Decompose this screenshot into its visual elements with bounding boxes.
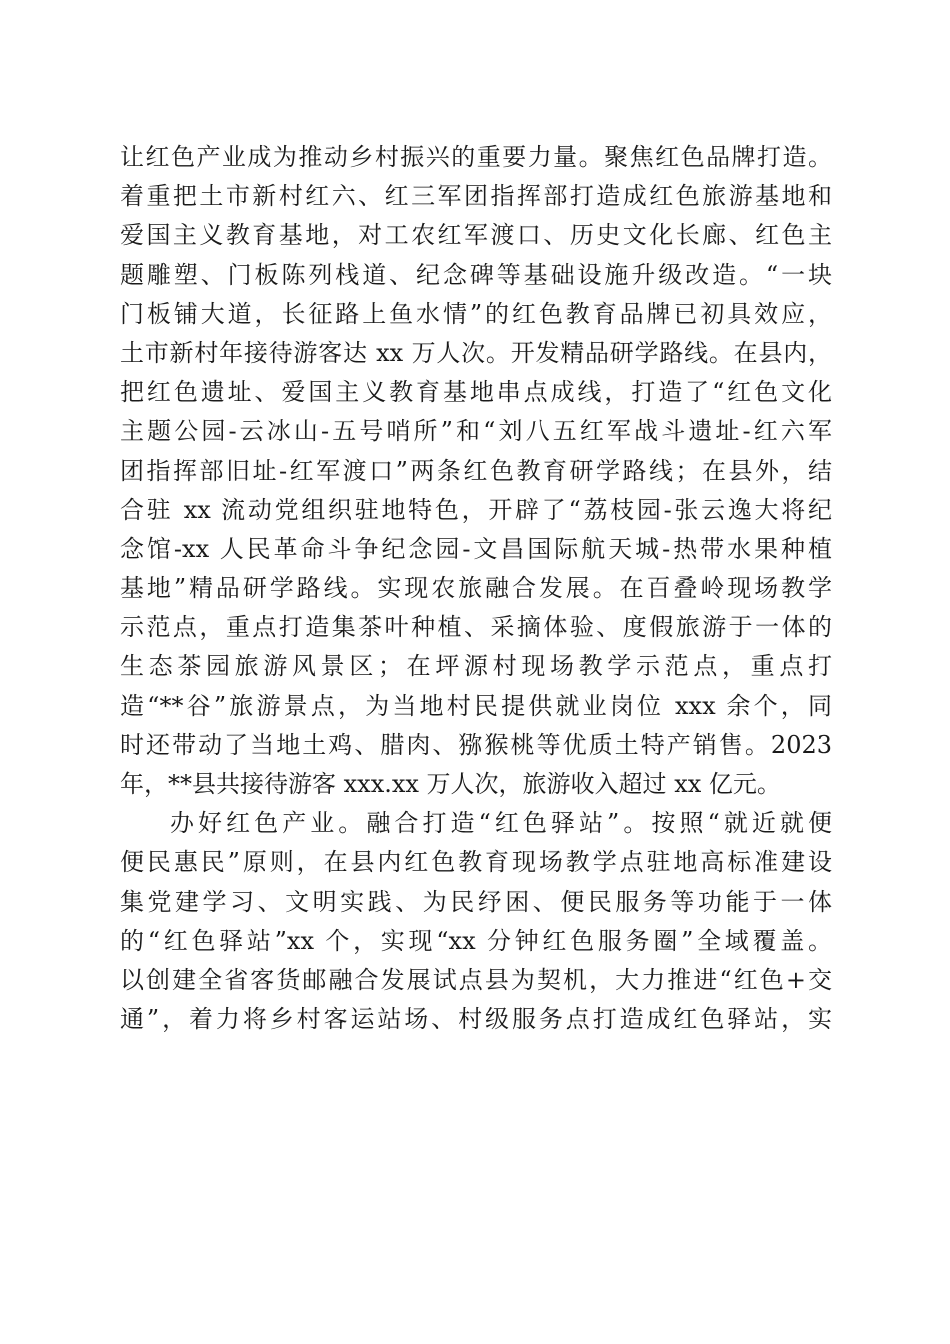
paragraph-line: 土市新村年接待游客达 xx 万人次。开发精品研学路线。在县内， [120, 338, 832, 367]
paragraph-line: 合驻 xx 流动党组织驻地特色，开辟了“荔枝园-张云逸大将纪 [120, 495, 832, 524]
paragraph-1 [120, 138, 832, 804]
paragraph-line: 时还带动了当地土鸡、腊肉、猕猴桃等优质土特产销售。2023 [120, 730, 832, 759]
paragraph-line: 便民惠民”原则，在县内红色教育现场教学点驻地高标准建设 [120, 848, 832, 877]
paragraph-line: 门板铺大道，长征路上鱼水情”的红色教育品牌已初具效应， [120, 299, 832, 328]
paragraph-line: 团指挥部旧址-红军渡口”两条红色教育研学路线；在县外，结 [120, 456, 832, 485]
paragraph-line: 基地”精品研学路线。实现农旅融合发展。在百叠岭现场教学 [120, 574, 832, 603]
paragraph-line: 生态茶园旅游风景区；在坪源村现场教学示范点，重点打 [120, 652, 832, 681]
paragraph-line: 题雕塑、门板陈列栈道、纪念碑等基础设施升级改造。“一块 [120, 260, 832, 289]
paragraph-line: 年，**县共接待游客 xxx.xx 万人次，旅游收入超过 xx 亿元。 [120, 770, 781, 798]
document-body [120, 138, 832, 1039]
paragraph-line: 的“红色驿站”xx 个，实现“xx 分钟红色服务圈”全域覆盖。 [120, 926, 832, 955]
paragraph-line: 念馆-xx 人民革命斗争纪念园-文昌国际航天城-热带水果种植 [120, 534, 832, 563]
paragraph-line: 把红色遗址、爱国主义教育基地串点成线，打造了“红色文化 [120, 378, 832, 407]
paragraph-line: 主题公园-云冰山-五号哨所”和“刘八五红军战斗遗址-红六军 [120, 417, 832, 446]
paragraph-line: 集党建学习、文明实践、为民纾困、便民服务等功能于一体 [120, 887, 832, 916]
paragraph-line: 让红色产业成为推动乡村振兴的重要力量。聚焦红色品牌打造。 [120, 143, 832, 171]
paragraph-line: 通”，着力将乡村客运站场、村级服务点打造成红色驿站，实 [120, 1005, 832, 1034]
paragraph-2 [120, 804, 832, 1039]
paragraph-line: 以创建全省客货邮融合发展试点县为契机，大力推进“红色+交 [120, 965, 832, 994]
paragraph-line: 造“**谷”旅游景点，为当地村民提供就业岗位 xxx 余个，同 [120, 691, 832, 720]
paragraph-line: 着重把土市新村红六、红三军团指挥部打造成红色旅游基地和 [120, 182, 832, 211]
paragraph-line: 示范点，重点打造集茶叶种植、采摘体验、度假旅游于一体的 [120, 613, 832, 642]
paragraph-line: 办好红色产业。融合打造“红色驿站”。按照“就近就便 [170, 809, 832, 838]
paragraph-line: 爱国主义教育基地，对工农红军渡口、历史文化长廊、红色主 [120, 221, 832, 250]
